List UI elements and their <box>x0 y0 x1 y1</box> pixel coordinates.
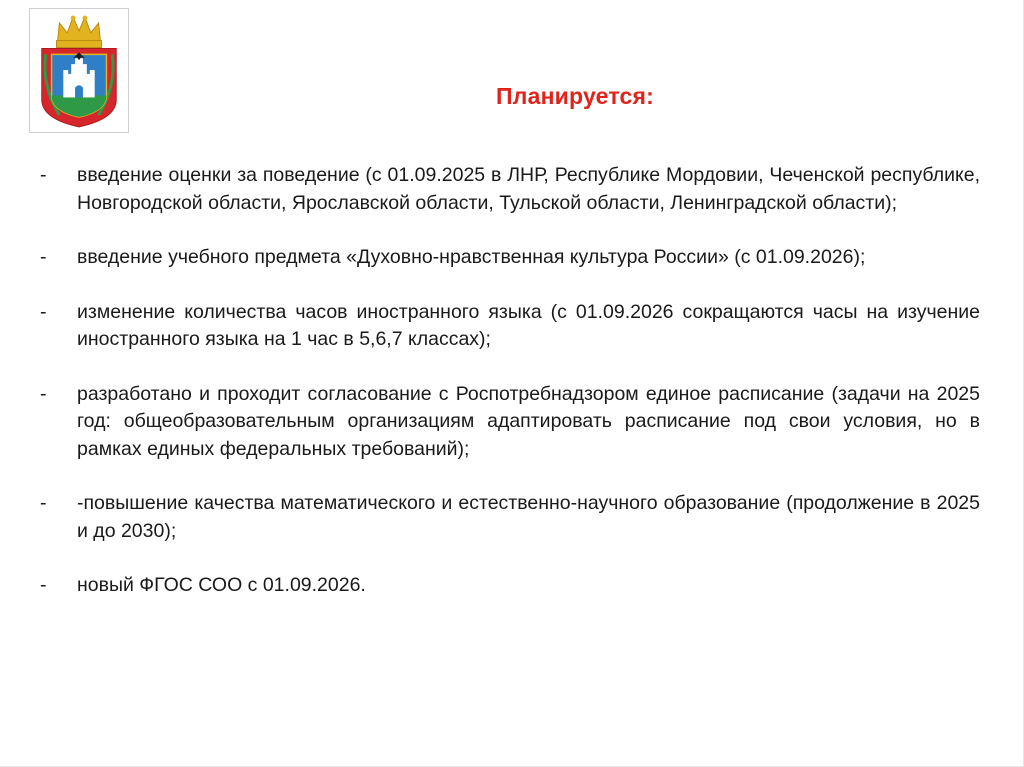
plan-list <box>40 162 980 600</box>
list-bullet: - <box>40 164 47 186</box>
list-item-text: новый ФГОС СОО с 01.09.2026. <box>77 574 366 596</box>
list-bullet: - <box>40 492 47 514</box>
list-bullet: - <box>40 246 47 268</box>
list-item <box>40 162 980 217</box>
list-item-text: введение оценки за поведение (с 01.09.2025 в ЛНР, Республике Мордовии, Чеченской республике, Новгородской области, Ярославской области, Тульской области, Ленинградской области); <box>77 164 980 214</box>
list-item-text: -повышение качества математического и естественно-научного образование (продолжение в 2025 и до 2030); <box>77 492 980 542</box>
coat-of-arms-icon <box>29 8 129 133</box>
list-item <box>40 244 980 272</box>
list-bullet: - <box>40 574 47 596</box>
list-item <box>40 381 980 464</box>
list-item <box>40 572 980 600</box>
list-item-text: изменение количества часов иностранного языка (с 01.09.2026 сокращаются часы на изучение иностранного языка на 1 час в 5,6,7 классах); <box>77 300 980 350</box>
list-item-text: разработано и проходит согласование с Роспотребнадзором единое расписание (задачи на 2025 год: общеобразовательным организациям адаптировать расписание под свои условия, но в рамках единых федеральных требований); <box>77 382 980 460</box>
list-bullet: - <box>40 382 47 405</box>
list-item <box>40 299 980 354</box>
list-bullet: - <box>40 300 47 323</box>
page-title: Планируется: <box>496 83 654 109</box>
list-item <box>40 490 980 545</box>
list-item-text: введение учебного предмета «Духовно-нравственная культура России» (с 01.09.2026); <box>77 246 866 268</box>
